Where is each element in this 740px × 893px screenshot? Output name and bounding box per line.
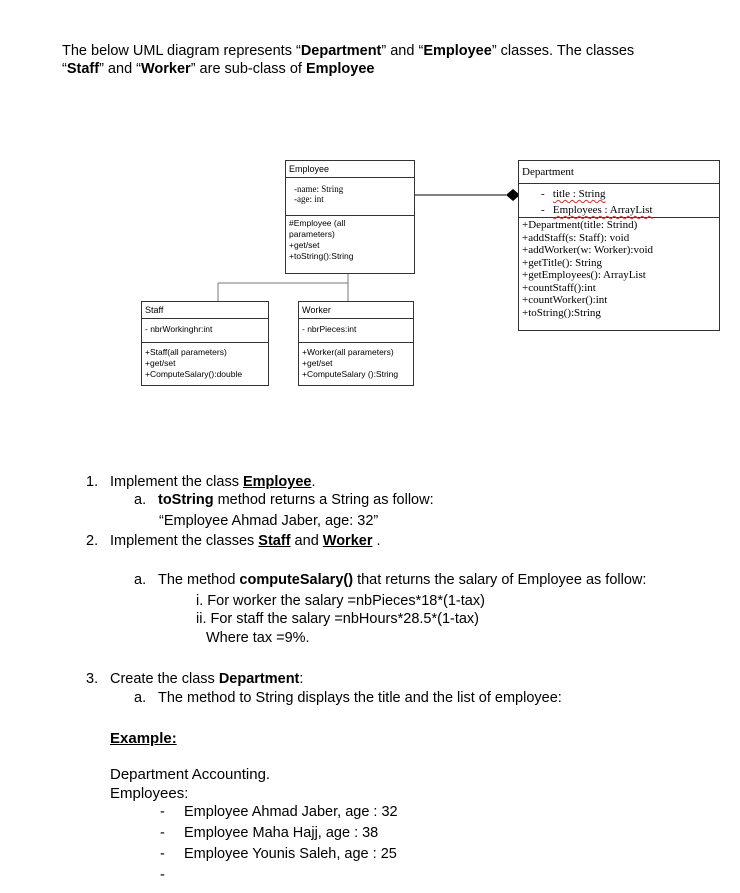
department-method-1: +addStaff(s: Staff): void — [522, 231, 630, 244]
question-2a-i: i. For worker the salary =nbPieces*18*(1-tax) — [196, 593, 485, 609]
department-method-2: +addWorker(w: Worker):void — [522, 244, 653, 256]
question-2a-ii: ii. For staff the salary =nbHours*28.5*(1-tax) — [196, 611, 480, 627]
department-attr-title: - title : String — [541, 188, 606, 200]
employee-attr-age: -age: int — [294, 194, 324, 204]
employee-attributes — [286, 177, 414, 215]
employee-methods — [286, 215, 414, 262]
worker-attributes — [299, 318, 413, 342]
department-method-3: +getTitle(): String — [522, 256, 603, 269]
list-item: - Employee Ahmad Jaber, age : 32 — [160, 804, 398, 820]
intro-line-2: “Staff” and “Worker” are sub-class of Employee — [62, 61, 375, 77]
uml-employee-class — [285, 160, 415, 274]
department-methods — [519, 217, 719, 319]
list-item: - Employee Younis Saleh, age : 25 — [160, 846, 397, 862]
staff-method-2: +ComputeSalary():double — [145, 369, 243, 379]
question-1: 1. Implement the class Employee. — [86, 474, 316, 490]
worker-method-0: +Worker(all parameters) — [302, 347, 394, 357]
employee-method-0: #Employee (all — [289, 218, 346, 228]
list-item: - Employee Maha Hajj, age : 38 — [160, 825, 379, 841]
question-3: 3. Create the class Department: — [86, 671, 304, 687]
staff-title: Staff — [145, 305, 164, 315]
question-1a-example: “Employee Ahmad Jaber, age: 32” — [159, 513, 379, 529]
staff-attr-0: - nbrWorkinghr:int — [145, 324, 213, 334]
question-1a: a. toString method returns a String as follow: — [134, 492, 434, 508]
question-2a-tax: Where tax =9%. — [206, 630, 310, 646]
uml-worker-class — [298, 301, 414, 386]
department-method-0: +Department(title: Strind) — [522, 219, 638, 231]
employee-title: Employee — [289, 164, 330, 174]
worker-attr-0: - nbrPieces:int — [302, 324, 357, 334]
staff-methods — [142, 342, 268, 380]
example-department-line: Department Accounting. — [110, 766, 271, 783]
example-employees-label: Employees: — [110, 785, 189, 802]
list-item-empty: - — [160, 867, 165, 883]
question-3a: a. The method to String displays the title and the list of employee: — [134, 690, 562, 706]
department-method-6: +countWorker():int — [522, 294, 608, 306]
staff-attributes — [142, 318, 268, 342]
example-employee-list — [160, 802, 398, 886]
worker-title: Worker — [302, 305, 331, 315]
intro-line-1: The below UML diagram represents “Department” and “Employee” classes. The classes — [62, 43, 635, 59]
department-method-4: +getEmployees(): ArrayList — [522, 269, 646, 281]
department-attr-employees: - Employees : ArrayList — [541, 204, 653, 216]
worker-method-2: +ComputeSalary ():String — [302, 369, 399, 379]
employee-method-3: +toString():String — [289, 251, 354, 261]
department-method-5: +countStaff():int — [522, 281, 596, 294]
employee-method-2: +get/set — [289, 240, 320, 250]
department-title: Department — [522, 166, 574, 178]
uml-department-class — [518, 160, 720, 331]
employee-attr-name: -name: String — [294, 184, 344, 194]
department-method-7: +toString():String — [522, 306, 601, 319]
uml-staff-class — [141, 301, 269, 386]
worker-methods — [299, 342, 413, 380]
staff-method-1: +get/set — [145, 358, 176, 368]
question-2a: a. The method computeSalary() that returns the salary of Employee as follow: — [134, 572, 647, 588]
department-attributes — [519, 183, 719, 217]
example-heading: Example: — [110, 730, 177, 747]
employee-method-1: parameters) — [289, 229, 335, 239]
worker-method-1: +get/set — [302, 358, 333, 368]
question-2: 2. Implement the classes Staff and Worker . — [86, 533, 381, 549]
staff-method-0: +Staff(all parameters) — [145, 347, 227, 357]
